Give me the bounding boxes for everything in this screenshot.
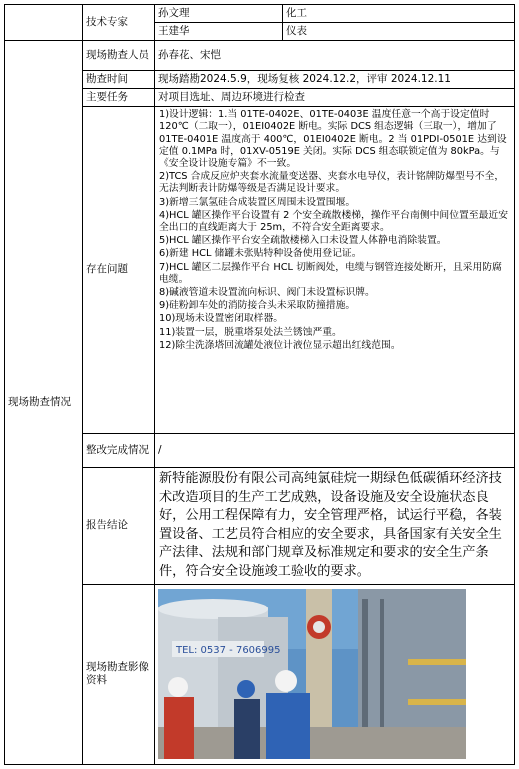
photo-valve-center (313, 621, 325, 633)
site-photo (158, 589, 466, 759)
photo-tank-top (158, 599, 268, 619)
issues-label: 存在问题 (83, 107, 155, 434)
section-label: 现场勘查情况 (5, 41, 83, 765)
photo-person-1 (164, 697, 194, 759)
photo-helmet-3 (275, 670, 297, 692)
photo-railing (408, 659, 466, 665)
time-label: 勘查时间 (83, 71, 155, 89)
blank-top-left (5, 5, 83, 41)
expert-name-2: 王建华 (155, 23, 283, 41)
issue-item: 7)HCL 罐区二层操作平台 HCL 切断阀处，电缆与钢管连接处断开，且采用防腐电缆。 (159, 261, 502, 285)
photo-ground (158, 727, 466, 759)
rectify-value: / (155, 433, 515, 467)
expert-field-1: 化工 (283, 5, 515, 23)
issue-item: 9)硅粉卸车处的消防接合头未采取防撞措施。 (159, 300, 356, 312)
issue-item: 4)HCL 罐区操作平台设置有 2 个安全疏散楼梯，操作平台南侧中间位置至最近安全出口的直线距离大于 25m，不符合安全距离要求。 (159, 209, 508, 233)
photo-label: 现场勘查影像资料 (83, 584, 155, 764)
task-value: 对项目选址、周边环境进行检查 (155, 89, 515, 107)
personnel-label: 现场勘查人员 (83, 41, 155, 71)
photo-helmet-1 (168, 677, 188, 697)
issues-list (155, 107, 515, 434)
issue-item: 5)HCL 罐区操作平台安全疏散楼梯入口未设置人体静电消除装置。 (159, 235, 447, 247)
site-survey-table (4, 4, 515, 765)
rectify-label: 整改完成情况 (83, 433, 155, 467)
experts-label: 技术专家 (83, 5, 155, 41)
issue-item: 8)碱液管道未设置流向标识、阀门未设置标识牌。 (159, 287, 375, 299)
photo-person-2 (234, 699, 260, 759)
issue-item: 1)设计逻辑：1.当 01TE-0402E、01TE-0403E 温度任意一个高于设定值时 120℃（二取一），01EI0402E 断电。实际 DCS 组态逻辑（三取一），增加了 01TE-0401E 温度高于 400℃，01EI0402E 断电。2 当 01PDI-0501E 达到设定值 0.1MPa 时，01XV-0519E 关闭。实际 DCS 组态联锁定值为 80kPa。与《安全设计设施专篇》不一致。 (159, 109, 507, 169)
issue-item: 3)新增三氯氢硅合成装置区周围未设置围堰。 (159, 196, 356, 208)
issue-item: 10)现场未设置密闭取样器。 (159, 313, 284, 325)
conclusion-label: 报告结论 (83, 467, 155, 584)
personnel-value: 孙春花、宋恺 (155, 41, 515, 71)
issue-item: 12)除尘洗涤塔回流罐处液位计液位显示超出红线范围。 (159, 339, 401, 351)
photo-helmet-2 (237, 680, 255, 698)
expert-field-2: 仪表 (283, 23, 515, 41)
issue-item: 2)TCS 合成反应炉夹套水流量变送器、夹套水电导仪，表计铭牌防爆型号不全，无法判断表计防爆等级是否满足设计要求。 (159, 171, 505, 195)
task-label: 主要任务 (83, 89, 155, 107)
issue-item: 6)新建 HCL 储罐未张贴特种设备使用登记证。 (159, 248, 362, 260)
photo-person-3 (266, 693, 310, 759)
issue-item: 11)装置一层，脱重塔泵处法兰锈蚀严重。 (159, 326, 342, 338)
conclusion-value: 新特能源股份有限公司高纯氯硅烷一期绿色低碳循环经济技术改造项目的生产工艺成熟，设备设施及安全设施状态良好，公用工程保障有力，安全管理严格，试运行平稳，各装置设备、工艺员符合相应的安全要求，具备国家有关安全生产法律、法规和部门规章及标准规定和要求的安全生产条件，符合安全设施竣工验收的要求。 (155, 467, 515, 584)
expert-name-1: 孙文理 (155, 5, 283, 23)
time-value: 现场踏勘2024.5.9，现场复核 2024.12.2，评审 2024.12.11 (155, 71, 515, 89)
photo-cell (155, 584, 515, 764)
photo-sign-text: TEL: 0537 - 7606995 (176, 645, 281, 657)
photo-railing-2 (408, 699, 466, 705)
